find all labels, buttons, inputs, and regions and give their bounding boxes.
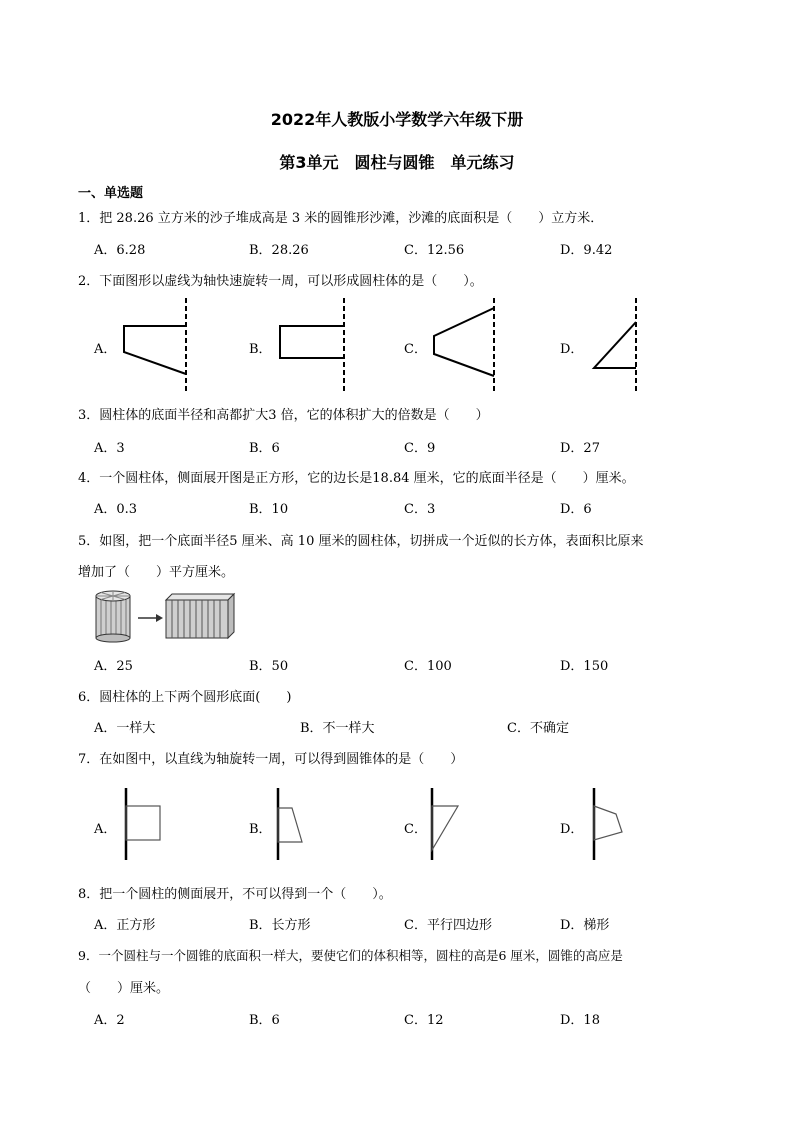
q6-option-a[interactable]: A．一样大 (94, 721, 156, 736)
question-8: 8．把一个圆柱的侧面展开，不可以得到一个（ ）。 (78, 887, 392, 902)
q4-option-a[interactable]: A．0.3 (94, 502, 138, 517)
q1-option-b[interactable]: B．28.26 (249, 243, 309, 258)
q2-option-d[interactable]: D． (560, 342, 584, 357)
q7-option-d[interactable]: D． (560, 822, 584, 837)
q7-option-a[interactable]: A． (94, 822, 117, 837)
q2-option-c[interactable]: C． (404, 342, 427, 357)
q6-option-b[interactable]: B．不一样大 (300, 721, 375, 736)
q3-option-b[interactable]: B．6 (249, 441, 280, 456)
q2-option-b[interactable]: B． (249, 342, 272, 357)
question-3: 3．圆柱体的底面半径和高都扩大3 倍，它的体积扩大的倍数是（ ） (78, 408, 489, 423)
q6-option-c[interactable]: C．不确定 (507, 721, 569, 736)
q4-option-c[interactable]: C．3 (404, 502, 436, 517)
unit-subtitle: 第3单元 圆柱与圆锥 单元练习 (279, 153, 515, 172)
q8-option-c[interactable]: C．平行四边形 (404, 918, 492, 933)
q1-option-a[interactable]: A．6.28 (94, 243, 146, 258)
q7-figure-a (118, 786, 168, 862)
q4-option-b[interactable]: B．10 (249, 502, 289, 517)
q2-figure-d (588, 296, 658, 396)
q5-option-b[interactable]: B．50 (249, 659, 289, 674)
q8-option-a[interactable]: A．正方形 (94, 918, 156, 933)
q5-option-c[interactable]: C．100 (404, 659, 452, 674)
q7-figure-c (426, 786, 476, 862)
question-7: 7．在如图中，以直线为轴旋转一周，可以得到圆锥体的是（ ） (78, 752, 464, 767)
q1-option-c[interactable]: C．12.56 (404, 243, 465, 258)
question-5: 5．如图，把一个底面半径5 厘米、高 10 厘米的圆柱体，切拼成一个近似的长方体，表面积比原来 (78, 534, 644, 549)
q2-option-a[interactable]: A． (94, 342, 117, 357)
q5-option-d[interactable]: D．150 (560, 659, 609, 674)
q2-figure-b (272, 296, 352, 396)
question-2: 2．下面图形以虚线为轴快速旋转一周，可以形成圆柱体的是（ ）。 (78, 274, 483, 289)
question-5-continued: 增加了（ ）平方厘米。 (78, 565, 235, 580)
q4-option-d[interactable]: D．6 (560, 502, 592, 517)
q9-option-b[interactable]: B．6 (249, 1013, 280, 1028)
question-1: 1．把 28.26 立方米的沙子堆成高是 3 米的圆锥形沙滩，沙滩的底面积是（ ）立方米． (78, 211, 604, 226)
q7-figure-b (272, 786, 322, 862)
q5-option-a[interactable]: A．25 (94, 659, 133, 674)
cylinder-to-cuboid-figure (92, 588, 240, 644)
question-9-continued: （ ）厘米。 (78, 981, 170, 996)
q9-option-d[interactable]: D．18 (560, 1013, 600, 1028)
question-4: 4．一个圆柱体，侧面展开图是正方形，它的边长是18.84 厘米，它的底面半径是（ ）厘米。 (78, 471, 635, 486)
q7-option-b[interactable]: B． (249, 822, 272, 837)
q2-figure-a (118, 296, 198, 396)
question-6: 6．圆柱体的上下两个圆形底面( ) (78, 690, 292, 705)
q3-option-c[interactable]: C．9 (404, 441, 436, 456)
q2-figure-c (428, 296, 508, 396)
question-9: 9．一个圆柱与一个圆锥的底面积一样大，要使它们的体积相等，圆柱的高是6 厘米，圆锥的高应是 (78, 948, 623, 963)
q3-option-a[interactable]: A．3 (94, 441, 125, 456)
q8-option-b[interactable]: B．长方形 (249, 918, 311, 933)
q7-option-c[interactable]: C． (404, 822, 427, 837)
q9-option-c[interactable]: C．12 (404, 1013, 444, 1028)
section-heading: 一、单选题 (78, 186, 144, 201)
document-title: 2022年人教版小学数学六年级下册 (270, 110, 524, 129)
q8-option-d[interactable]: D．梯形 (560, 918, 610, 933)
q9-option-a[interactable]: A．2 (94, 1013, 125, 1028)
q3-option-d[interactable]: D．27 (560, 441, 600, 456)
q7-figure-d (588, 786, 638, 862)
q1-option-d[interactable]: D．9.42 (560, 243, 613, 258)
